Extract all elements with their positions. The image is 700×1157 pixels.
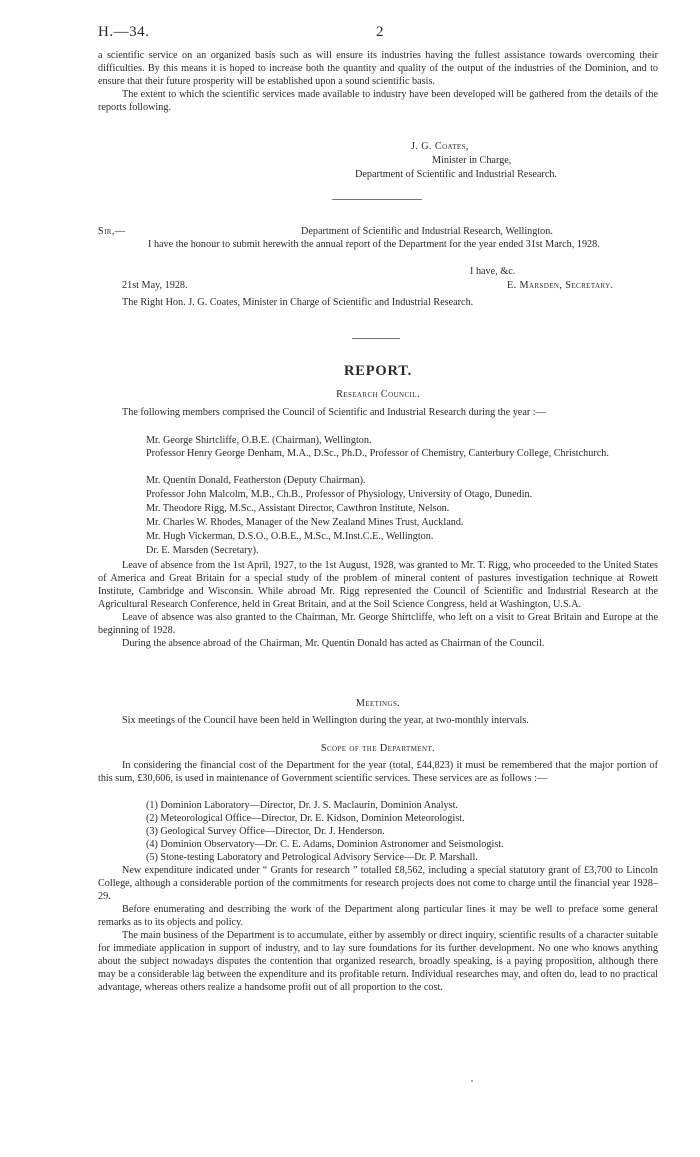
- scope-intro-block: [98, 759, 658, 785]
- letter-salutation: Sir,—: [98, 226, 126, 237]
- scope-body-block: [98, 864, 658, 994]
- scope-paragraph: In considering the financial cost of the Department for the year (total, £44,823) it must be remembered that the major portion of this sum, £30,606, is used in maintenance of Government scientific services. These services are as follows :—: [98, 760, 658, 784]
- section-divider: [332, 199, 422, 200]
- letter-body-block: [98, 238, 658, 251]
- council-intro: The following members comprised the Council of Scientific and Industrial Research during the year :—: [122, 407, 546, 418]
- letter-address: Department of Scientific and Industrial Research, Wellington.: [301, 226, 553, 237]
- leave-paragraph: Leave of absence from the 1st April, 1927, to the 1st August, 1928, was granted to Mr. T. Rigg, who proceeded to the United States of America and Great Britain for a special study of the problem of mineral content of pastures investigation technique at Rowett Institute, Cambridge and Wisconsin. While abroad Mr. Rigg represented the Council of Scientific and Industrial Research at the Agricultural Research Conference, held in Great Britain, and at the Soil Science Congress, held at Washington, U.S.A.: [98, 560, 658, 610]
- council-intro-block: [98, 406, 658, 419]
- service-item: (5) Stone-testing Laboratory and Petrological Advisory Service—Dr. P. Marshall.: [146, 852, 478, 863]
- letter-closing: I have, &c.: [470, 266, 516, 277]
- council-member: Mr. Hugh Vickerman, D.S.O., O.B.E., M.Sc., M.Inst.C.E., Wellington.: [146, 531, 434, 542]
- letter-signatory: E. Marsden, Secretary.: [507, 280, 614, 291]
- council-member: Mr. Theodore Rigg, M.Sc., Assistant Director, Cawthron Institute, Nelson.: [146, 503, 450, 514]
- council-member: Mr. Quentin Donald, Featherston (Deputy Chairman).: [146, 475, 366, 486]
- letter-recipient: The Right Hon. J. G. Coates, Minister in Charge of Scientific and Industrial Research.: [122, 297, 474, 308]
- service-item: (2) Meteorological Office—Director, Dr. E. Kidson, Dominion Meteorologist.: [146, 813, 465, 824]
- leave-section: [98, 559, 658, 650]
- council-member: Mr. George Shirtcliffe, O.B.E. (Chairman), Wellington.: [146, 435, 372, 446]
- council-member: [146, 447, 658, 460]
- signature-name: J. G. Coates,: [411, 141, 469, 152]
- intro-paragraph: a scientific service on an organized basis such as will ensure its industries having the fullest assistance towards overcoming their difficulties. By this means it is hoped to increase both the quantity and quality of the output of the industries of the Dominion, and to ensure that their future prosperity will be established upon a sound scientific basis.: [98, 50, 658, 87]
- section-divider-2: [352, 338, 400, 339]
- service-item: (4) Dominion Observatory—Dr. C. E. Adams, Dominion Astronomer and Seismologist.: [146, 839, 504, 850]
- scope-paragraph-3: Before enumerating and describing the work of the Department along particular lines it may be well to preface some general remarks as to its objects and policy.: [98, 904, 658, 928]
- scope-paragraph-4: The main business of the Department is to accumulate, either by assembly or direct inquiry, scientific results of a character suitable for immediate application in support of industry, and to lay sure foundations for its further development. No one who knows anything about the subject nowadays disputes the contention that organized research, broadly speaking, is a paying proposition, although there may be a considerable lag between the expenditure and its profitable return. Individual researches may, and often do, lead to no practical advantage, whereas others realize a handsome profit out of all proportion to the cost.: [98, 930, 658, 993]
- meetings-heading: Meetings.: [355, 698, 401, 709]
- council-member-text: Professor Henry George Denham, M.A., D.Sc., Ph.D., Professor of Chemistry, Canterbury College, Christchurch.: [146, 448, 609, 459]
- council-member: Dr. E. Marsden (Secretary).: [146, 545, 259, 556]
- intro-section: [98, 49, 658, 114]
- signature-department: Department of Scientific and Industrial Research.: [355, 169, 557, 180]
- research-council-heading: Research Council.: [336, 389, 420, 400]
- meetings-block: [98, 714, 658, 727]
- report-title: REPORT.: [343, 363, 413, 379]
- signature-title: Minister in Charge,: [432, 155, 512, 166]
- letter-date: 21st May, 1928.: [122, 280, 188, 291]
- leave-paragraph-2: Leave of absence was also granted to the Chairman, Mr. George Shirtcliffe, who left on a visit to Great Britain and Europe at the beginning of 1928.: [98, 612, 658, 636]
- council-member: Mr. Charles W. Rhodes, Manager of the New Zealand Mines Trust, Auckland.: [146, 517, 464, 528]
- council-member: Professor John Malcolm, M.B., Ch.B., Professor of Physiology, University of Otago, Dunedin.: [146, 489, 533, 500]
- scope-heading: Scope of the Department.: [320, 743, 436, 754]
- letter-body: I have the honour to submit herewith the annual report of the Department for the year ended 31st March, 1928.: [148, 239, 600, 250]
- scope-paragraph-2: New expenditure indicated under “ Grants for research ” totalled £8,562, including a special statutory grant of £3,700 to Lincoln College, although a considerable portion of the commitments for research projects does not come to charge until the financial year 1928–29.: [98, 865, 658, 902]
- leave-paragraph-3: During the absence abroad of the Chairman, Mr. Quentin Donald has acted as Chairman of the Council.: [122, 638, 545, 649]
- page-speck: [471, 1080, 473, 1082]
- intro-paragraph-2: The extent to which the scientific services made available to industry have been developed will be gathered from the details of the reports following.: [98, 89, 658, 113]
- meetings-text: Six meetings of the Council have been held in Wellington during the year, at two-monthly intervals.: [122, 715, 529, 726]
- service-item: (3) Geological Survey Office—Director, Dr. J. Henderson.: [146, 826, 385, 837]
- page-number: 2: [376, 24, 384, 40]
- service-item: (1) Dominion Laboratory—Director, Dr. J. S. Maclaurin, Dominion Analyst.: [146, 800, 458, 811]
- report-reference: H.—34.: [98, 24, 150, 40]
